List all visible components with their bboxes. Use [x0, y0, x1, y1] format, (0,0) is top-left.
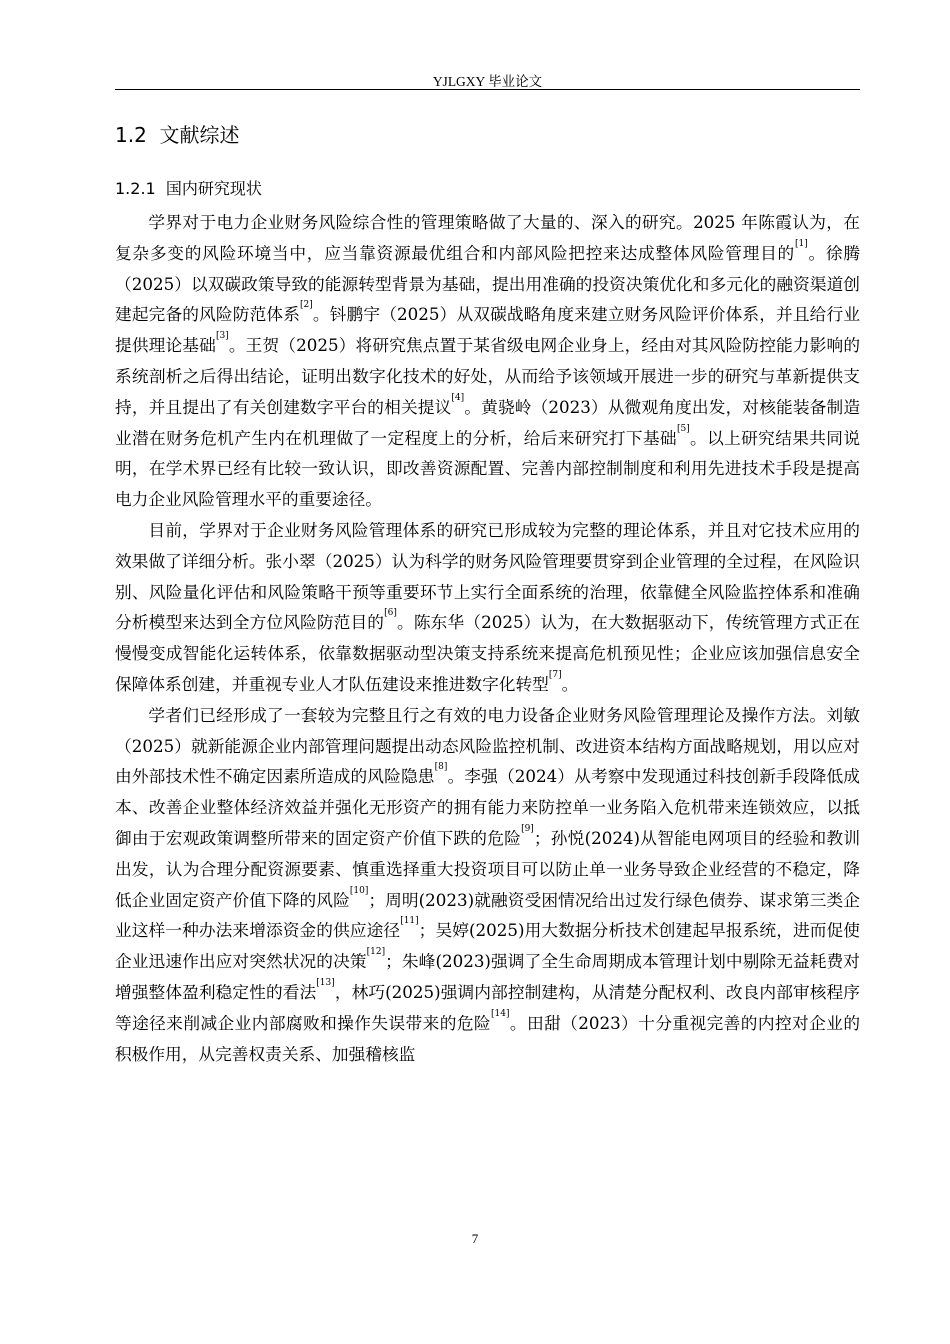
section-heading	[115, 119, 240, 148]
paragraph-text: 。以上研究结果共同说明，在学术界已经有比较一致认识，即改善资源配置、完善内部控制制度和利用先进技术手段是提高电力企业风险管理水平的重要途径。	[115, 427, 861, 510]
paragraph-text: 。徐腾（2025）以双碳政策导致的能源转型背景为基础，提出用准确的投资决策优化和多元化的融资渠道创建起完备的风险防范体系	[115, 242, 861, 325]
citation-ref: [4]	[451, 392, 465, 403]
citation-ref: [1]	[794, 238, 808, 249]
paragraph-text: 学界对于电力企业财务风险综合性的管理策略做了大量的、深入的研究。2025 年陈霞认为，在复杂多变的风险环境当中，应当靠资源最优组合和内部风险把控来达成整体风险管理目的	[115, 212, 860, 263]
paragraph-text: 。	[561, 673, 579, 694]
citation-ref: [3]	[215, 331, 229, 342]
paragraph-text: ；周明(2023)就融资受困情况给出过发行绿色债券、谋求第三类企业这样一种办法来增添资金的供应途径	[115, 889, 860, 941]
paragraph-text: 。田甜（2023）十分重视完善的内控对企业的积极作用，从完善权责关系、加强稽核监	[115, 1012, 861, 1064]
section-number: 1.2	[115, 123, 147, 147]
citation-ref: [11]	[400, 916, 419, 927]
citation-ref: [13]	[316, 977, 335, 988]
body-paragraph	[115, 207, 860, 515]
subsection-title: 国内研究现状	[165, 179, 262, 198]
header-rule	[115, 89, 860, 90]
paragraph-text: ；孙悦(2024)从智能电网项目的经验和教训出发，认为合理分配资源要素、慎重选择重大投资项目可以防止单一业务导致企业经营的不稳定，降低企业固定资产价值下降的风险	[115, 827, 861, 910]
citation-ref: [2]	[300, 300, 313, 311]
body-text	[115, 207, 860, 1069]
citation-ref: [9]	[521, 823, 534, 834]
paragraph-text: 。钭鹏宇（2025）从双碳战略角度来建立财务风险评价体系，并且给行业提供理论基础	[115, 304, 861, 356]
paragraph-text: 学者们已经形成了一套较为完整且行之有效的电力设备企业财务风险管理理论及操作方法。刘敏（2025）就新能源企业内部管理问题提出动态风险监控机制、改进资本结构方面战略规划，用以应对由外部技术性不确定因素所造成的风险隐患	[115, 704, 860, 787]
paragraph-text: 。李强（2024）从考察中发现通过科技创新手段降低成本、改善企业整体经济效益并强化无形资产的拥有能力来防控单一业务陷入危机带来连锁效应，以抵御由于宏观政策调整所带来的固定资产价值下跌的危险	[115, 766, 860, 848]
citation-ref: [10]	[349, 885, 369, 896]
citation-ref: [8]	[434, 762, 448, 773]
paragraph-text: ；朱峰(2023)强调了全生命周期成本管理计划中剔除无益耗费对增强整体盈利稳定性的看法	[115, 951, 860, 1002]
subsection-heading	[115, 176, 262, 199]
running-header: YJLGXY 毕业论文	[432, 74, 543, 89]
page-number: 7	[471, 1231, 479, 1246]
citation-ref: [5]	[676, 423, 690, 434]
paragraph-text: 目前，学界对于企业财务风险管理体系的研究已形成较为完整的理论体系，并且对它技术应用的效果做了详细分析。张小翠（2025）认为科学的财务风险管理要贯穿到企业管理的全过程，在风险识别、风险量化评估和风险策略干预等重要环节上实行全面系统的治理，依靠健全风险监控体系和准确分析模型来达到全方位风险防范目的	[115, 519, 860, 633]
paragraph-text: 。黄骁岭（2023）从微观角度出发，对核能装备制造业潜在财务危机产生内在机理做了一定程度上的分析，给后来研究打下基础	[115, 396, 861, 448]
paragraph-text: 。王贺（2025）将研究焦点置于某省级电网企业身上，经由对其风险防控能力影响的系统剖析之后得出结论，证明出数字化技术的好处，从而给予该领域开展进一步的研究与革新提供支持，并且提出了有关创建数字平台的相关提议	[115, 335, 861, 417]
body-paragraph	[115, 515, 860, 700]
citation-ref: [14]	[491, 1008, 510, 1019]
paragraph-text: ；吴婷(2025)用大数据分析技术创建起早报系统，进而促使企业迅速作出应对突然状况的决策	[115, 920, 860, 972]
paragraph-text: ，林巧(2025)强调内部控制建构，从清楚分配权利、改良内部审核程序等途径来削减企业内部腐败和操作失误带来的危险	[115, 981, 860, 1033]
subsection-number: 1.2.1	[115, 179, 156, 198]
paragraph-text: 。陈东华（2025）认为，在大数据驱动下，传统管理方式正在慢慢变成智能化运转体系，依靠数据驱动型决策支持系统来提高危机预见性；企业应该加强信息安全保障体系创建，并重视专业人才队伍建设来推进数字化转型	[115, 612, 861, 694]
citation-ref: [7]	[548, 669, 562, 680]
citation-ref: [6]	[384, 608, 397, 619]
section-title: 文献综述	[159, 123, 240, 147]
body-paragraph	[115, 700, 860, 1070]
citation-ref: [12]	[366, 947, 386, 958]
